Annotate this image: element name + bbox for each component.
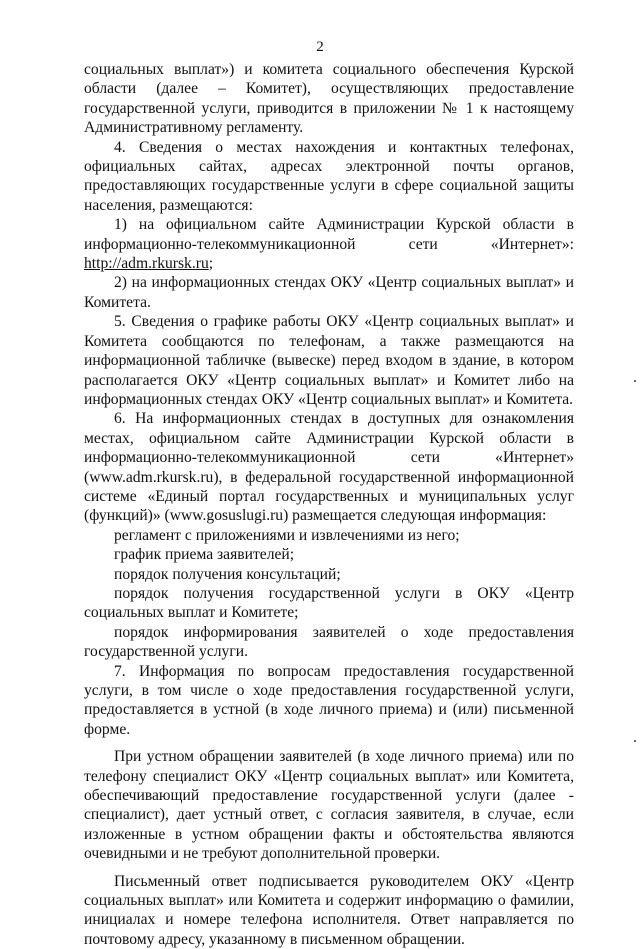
paragraph-6: 6. На информационных стендах в доступных для ознакомления местах, официальном сайте Администрации Курской области в информационно-телекоммуникационной сети «Интернет» (www.adm.rkursk.ru), в федеральной государственной информационной системе «Единый портал государственных и муниципальных услуг (функций)» (www.gosuslugi.ru) размещается следующая информация:	[84, 410, 574, 525]
scan-speck	[634, 380, 636, 382]
list-item-service-procedure: порядок получения государственной услуги в ОКУ «Центр социальных выплат и Комитете;	[84, 584, 574, 622]
list-item-informing-procedure: порядок информирования заявителей о ходе предоставления государственной услуги.	[84, 623, 574, 661]
paragraph-intro: социальных выплат») и комитета социального обеспечения Курской области (далее – Комитет), осуществляющих предоставление государственной услуги, приводится в приложении № 1 к настоящему Административному регламенту.	[84, 61, 574, 137]
list-item-schedule: график приема заявителей;	[114, 546, 295, 564]
paragraph-4: 4. Сведения о местах нахождения и контактных телефонах, официальных сайтах, адресах электронной почты органов, предоставляющих государственные услуги в сфере социальной защиты населения, размещаются:	[84, 138, 574, 214]
paragraph-7: 7. Информация по вопросам предоставления государственной услуги, в том числе о ходе предоставления государственной услуги, предоставляется в устной (в ходе личного приема) и (или) письменной форме.	[84, 662, 574, 738]
paragraph-4-item-2: 2) на информационных стендах ОКУ «Центр социальных выплат» и Комитета.	[84, 274, 574, 311]
item-1-text: 1) на официальном сайте Администрации Курской области в информационно-телекоммуникационной сети «Интернет»:	[84, 216, 574, 253]
list-item-consultations: порядок получения консультаций;	[114, 565, 341, 583]
paragraph-5: 5. Сведения о графике работы ОКУ «Центр социальных выплат» и Комитета сообщаются по телефонам, а также размещаются на информационной табличке (вывеске) перед входом в здание, в котором располагается ОКУ «Центр социальных выплат» и Комитет либо на информационных стендах ОКУ «Центр социальных выплат» и Комитета.	[84, 313, 574, 408]
scan-speck	[634, 740, 636, 742]
page-number: 2	[316, 39, 324, 55]
paragraph-4-item-1	[84, 215, 574, 273]
paragraph-written-answer: Письменный ответ подписывается руководителем ОКУ «Центр социальных выплат» или Комитета и содержит информацию о фамилии, инициалах и номере телефона исполнителя. Ответ направляется по почтовому адресу, указанному в письменном обращении.	[84, 872, 574, 948]
paragraph-oral-request: При устном обращении заявителей (в ходе личного приема) или по телефону специалист ОКУ «Центр социальных выплат» или Комитета, обеспечивающий предоставление государственной услуги (далее - специалист), дает устный ответ, с согласия заявителя, в случае, если изложенные в устном обращении факты и обстоятельства являются очевидными и не требуют дополнительной проверки.	[84, 748, 574, 863]
document-body	[84, 60, 574, 949]
website-link[interactable]: http://adm.rkursk.ru	[84, 255, 209, 273]
item-1-after: ;	[208, 255, 214, 273]
list-item-regulation: регламент с приложениями и извлечениями из него;	[114, 526, 460, 544]
